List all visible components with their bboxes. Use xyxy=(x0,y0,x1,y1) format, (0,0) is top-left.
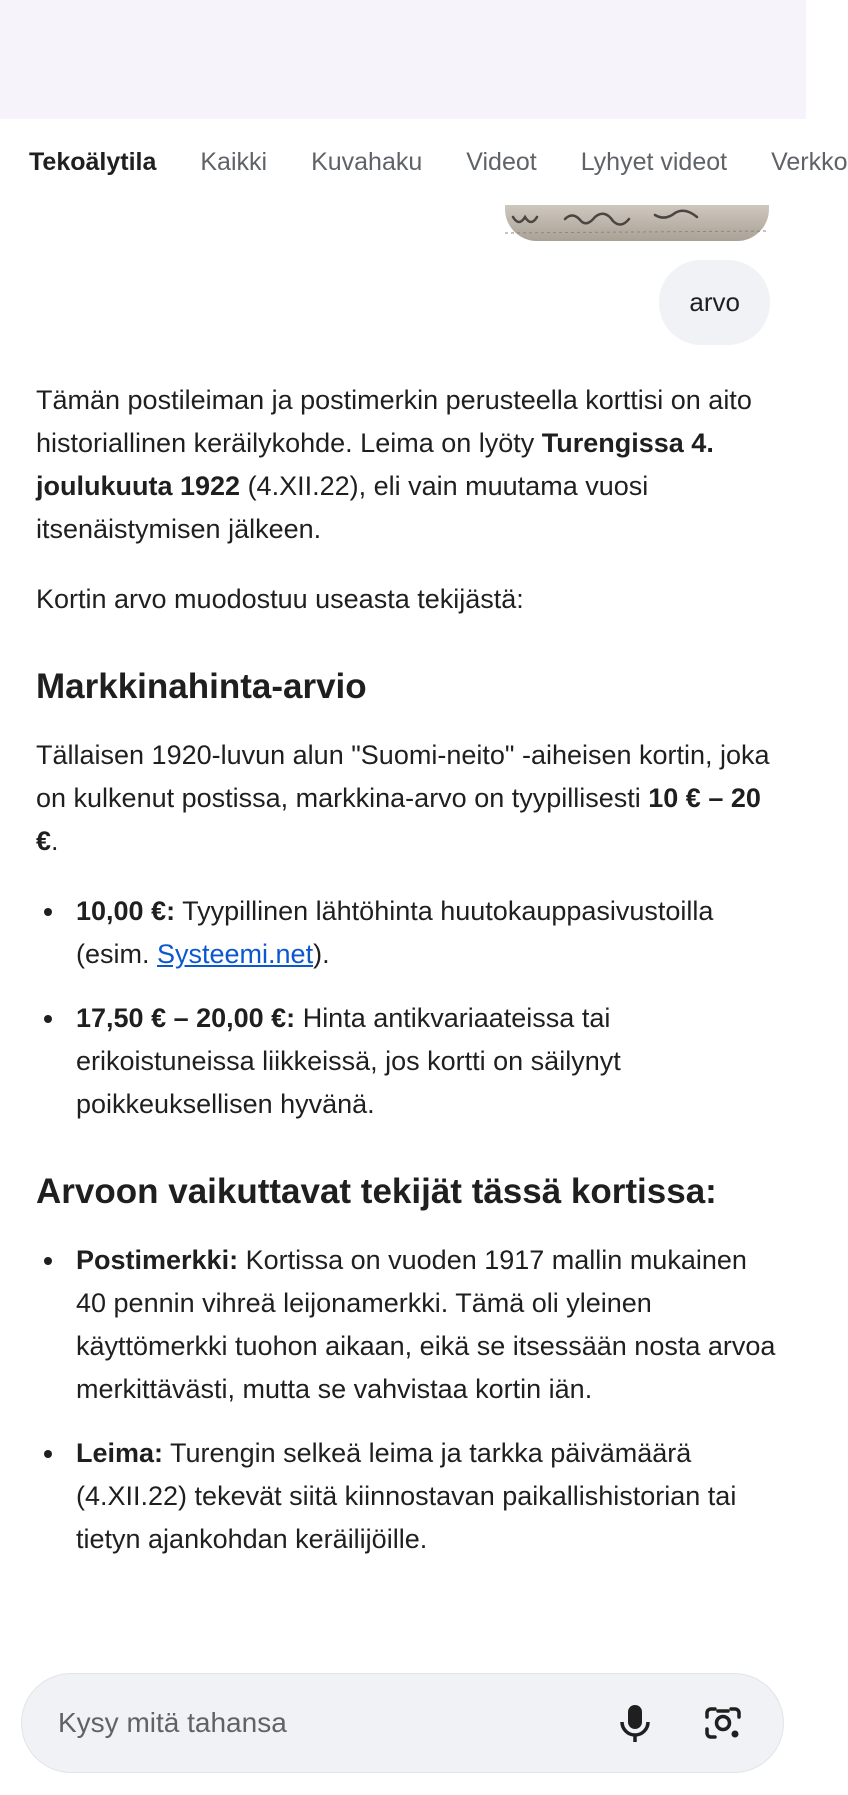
ai-answer xyxy=(36,379,776,1582)
conversation-area xyxy=(0,205,806,1650)
tab-videos[interactable]: Videot xyxy=(466,147,537,176)
price-item-text: Hinta antikvariaateissa tai erikoistuneissa liikkeissä, jos kortti on säilynyt poikkeuksellisen hyvänä. xyxy=(76,1003,621,1119)
camera-lens-icon xyxy=(704,1705,742,1741)
intro-bold-date: Turengissa 4. joulukuuta 1922 xyxy=(36,428,714,501)
camera-lens-button[interactable] xyxy=(693,1693,753,1753)
factor-item-text: Kortissa on vuoden 1917 mallin mukainen 40 pennin vihreä leijonamerkki. Tämä oli yleinen käyttömerkki tuohon aikaan, eikä se itsessään nosta arvoa merkittävästi, mutta se vahvistaa kortin iän. xyxy=(76,1245,776,1404)
tab-images[interactable]: Kuvahaku xyxy=(311,147,423,176)
price-item-label: 10,00 €: xyxy=(76,896,176,926)
list-item xyxy=(36,1432,776,1561)
answer-factors-lead: Kortin arvo muodostuu useasta tekijästä: xyxy=(36,584,524,614)
handwriting-scribble xyxy=(505,205,769,241)
intro-text-2: (4.XII.22), eli vain muutama vuosi itsenäistymisen jälkeen. xyxy=(36,471,649,544)
factor-list xyxy=(36,1239,776,1561)
tab-web[interactable]: Verkko xyxy=(771,147,848,176)
content-fade xyxy=(0,1620,806,1650)
tab-short-videos[interactable]: Lyhyet videot xyxy=(580,147,728,176)
market-price-range: 10 € – 20 € xyxy=(36,783,761,856)
heading-value-factors: Arvoon vaikuttavat tekijät tässä kortissa: xyxy=(36,1172,717,1211)
price-item-after: ). xyxy=(313,939,330,969)
intro-text-1: Tämän postileiman ja postimerkin perusteella korttisi on aito historiallinen keräilykohde. Leima on lyöty xyxy=(36,385,752,458)
list-item xyxy=(36,1239,776,1411)
mic-icon xyxy=(618,1703,652,1743)
market-text-2: . xyxy=(51,826,59,856)
list-item xyxy=(36,890,776,976)
ask-anything-bar xyxy=(21,1673,784,1773)
market-text-1: Tällaisen 1920-luvun alun "Suomi-neito" -aiheisen kortin, joka on kulkenut postissa, markkina-arvo on tyypillisesti xyxy=(36,740,770,813)
uploaded-postcard-image[interactable] xyxy=(505,205,769,241)
heading-market-estimate: Markkinahinta-arvio xyxy=(36,667,367,706)
market-paragraph xyxy=(36,734,776,863)
tab-all[interactable]: Kaikki xyxy=(200,147,268,176)
factor-item-text: Turengin selkeä leima ja tarkka päivämäärä (4.XII.22) tekevät siitä kiinnostavan paikallishistorian tai tietyn ajankohdan keräilijöille. xyxy=(76,1438,737,1554)
price-list xyxy=(36,890,776,1126)
tab-ai-mode[interactable]: Tekoälytila xyxy=(29,147,157,176)
search-input[interactable] xyxy=(22,1674,605,1772)
user-message-bubble xyxy=(659,260,770,345)
mic-button[interactable] xyxy=(605,1693,665,1753)
answer-intro-paragraph xyxy=(36,379,776,551)
price-item-label: 17,50 € – 20,00 €: xyxy=(76,1003,296,1033)
list-item xyxy=(36,997,776,1126)
price-item-text: Tyypillinen lähtöhinta huutokauppasivustoilla (esim. xyxy=(76,896,714,969)
factor-item-label: Leima: xyxy=(76,1438,164,1468)
factor-item-label: Postimerkki: xyxy=(76,1245,239,1275)
search-mode-tabs xyxy=(0,119,848,205)
top-app-bar xyxy=(0,0,806,119)
user-message-text: arvo xyxy=(689,287,740,317)
systeemi-link[interactable]: Systeemi.net xyxy=(157,939,314,969)
